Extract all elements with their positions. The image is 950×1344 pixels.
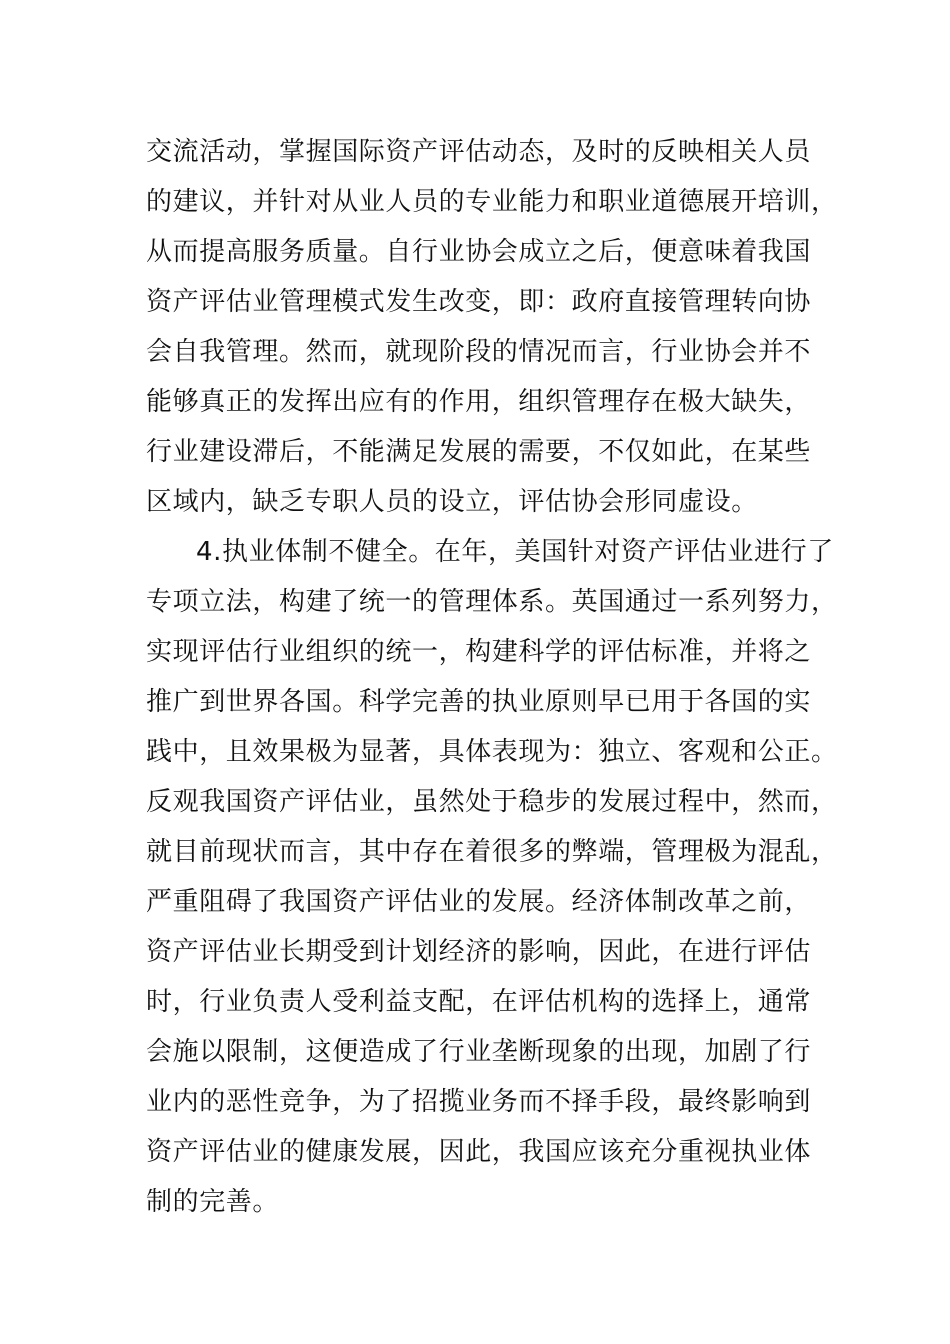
text-line: 资产评估业管理模式发生改变，即：政府直接管理转向协 [146,287,812,317]
text-line: 业内的恶性竞争，为了招揽业务而不择手段，最终影响到 [146,1087,812,1117]
text-line: 反观我国资产评估业，虽然处于稳步的发展过程中，然而， [146,787,838,817]
text-line: 的建议，并针对从业人员的专业能力和职业道德展开培训， [146,187,838,217]
text-line: 制的完善。 [146,1187,280,1217]
paragraph-1 [146,127,838,527]
text-line: 推广到世界各国。科学完善的执业原则早已用于各国的实 [146,687,812,717]
text-line: 实现评估行业组织的统一，构建科学的评估标准，并将之 [146,637,812,667]
text-line: 行业建设滞后，不能满足发展的需要，不仅如此，在某些 [146,437,812,467]
text-line: 会施以限制，这便造成了行业垄断现象的出现，加剧了行 [146,1037,812,1067]
text-line: 资产评估业长期受到计划经济的影响，因此，在进行评估 [146,937,812,967]
text-line: 时，行业负责人受利益支配，在评估机构的选择上，通常 [146,987,812,1017]
text-line: 会自我管理。然而，就现阶段的情况而言，行业协会并不 [146,337,812,367]
text-line: 4.执业体制不健全。在年，美国针对资产评估业进行了 [196,537,834,567]
text-line: 就目前现状而言，其中存在着很多的弊端，管理极为混乱， [146,837,838,867]
text-line: 践中，且效果极为显著，具体表现为：独立、客观和公正。 [146,737,838,767]
text-line: 专项立法，构建了统一的管理体系。英国通过一系列努力， [146,587,838,617]
text-line: 交流活动，掌握国际资产评估动态，及时的反映相关人员 [146,137,812,167]
text-line: 资产评估业的健康发展，因此，我国应该充分重视执业体 [146,1137,812,1167]
text-line: 从而提高服务质量。自行业协会成立之后，便意味着我国 [146,237,812,267]
text-line: 严重阻碍了我国资产评估业的发展。经济体制改革之前， [146,887,812,917]
paragraph-2 [146,527,838,1227]
text-line: 能够真正的发挥出应有的作用，组织管理存在极大缺失， [146,387,812,417]
text-line: 区域内，缺乏专职人员的设立，评估协会形同虚设。 [146,487,758,517]
